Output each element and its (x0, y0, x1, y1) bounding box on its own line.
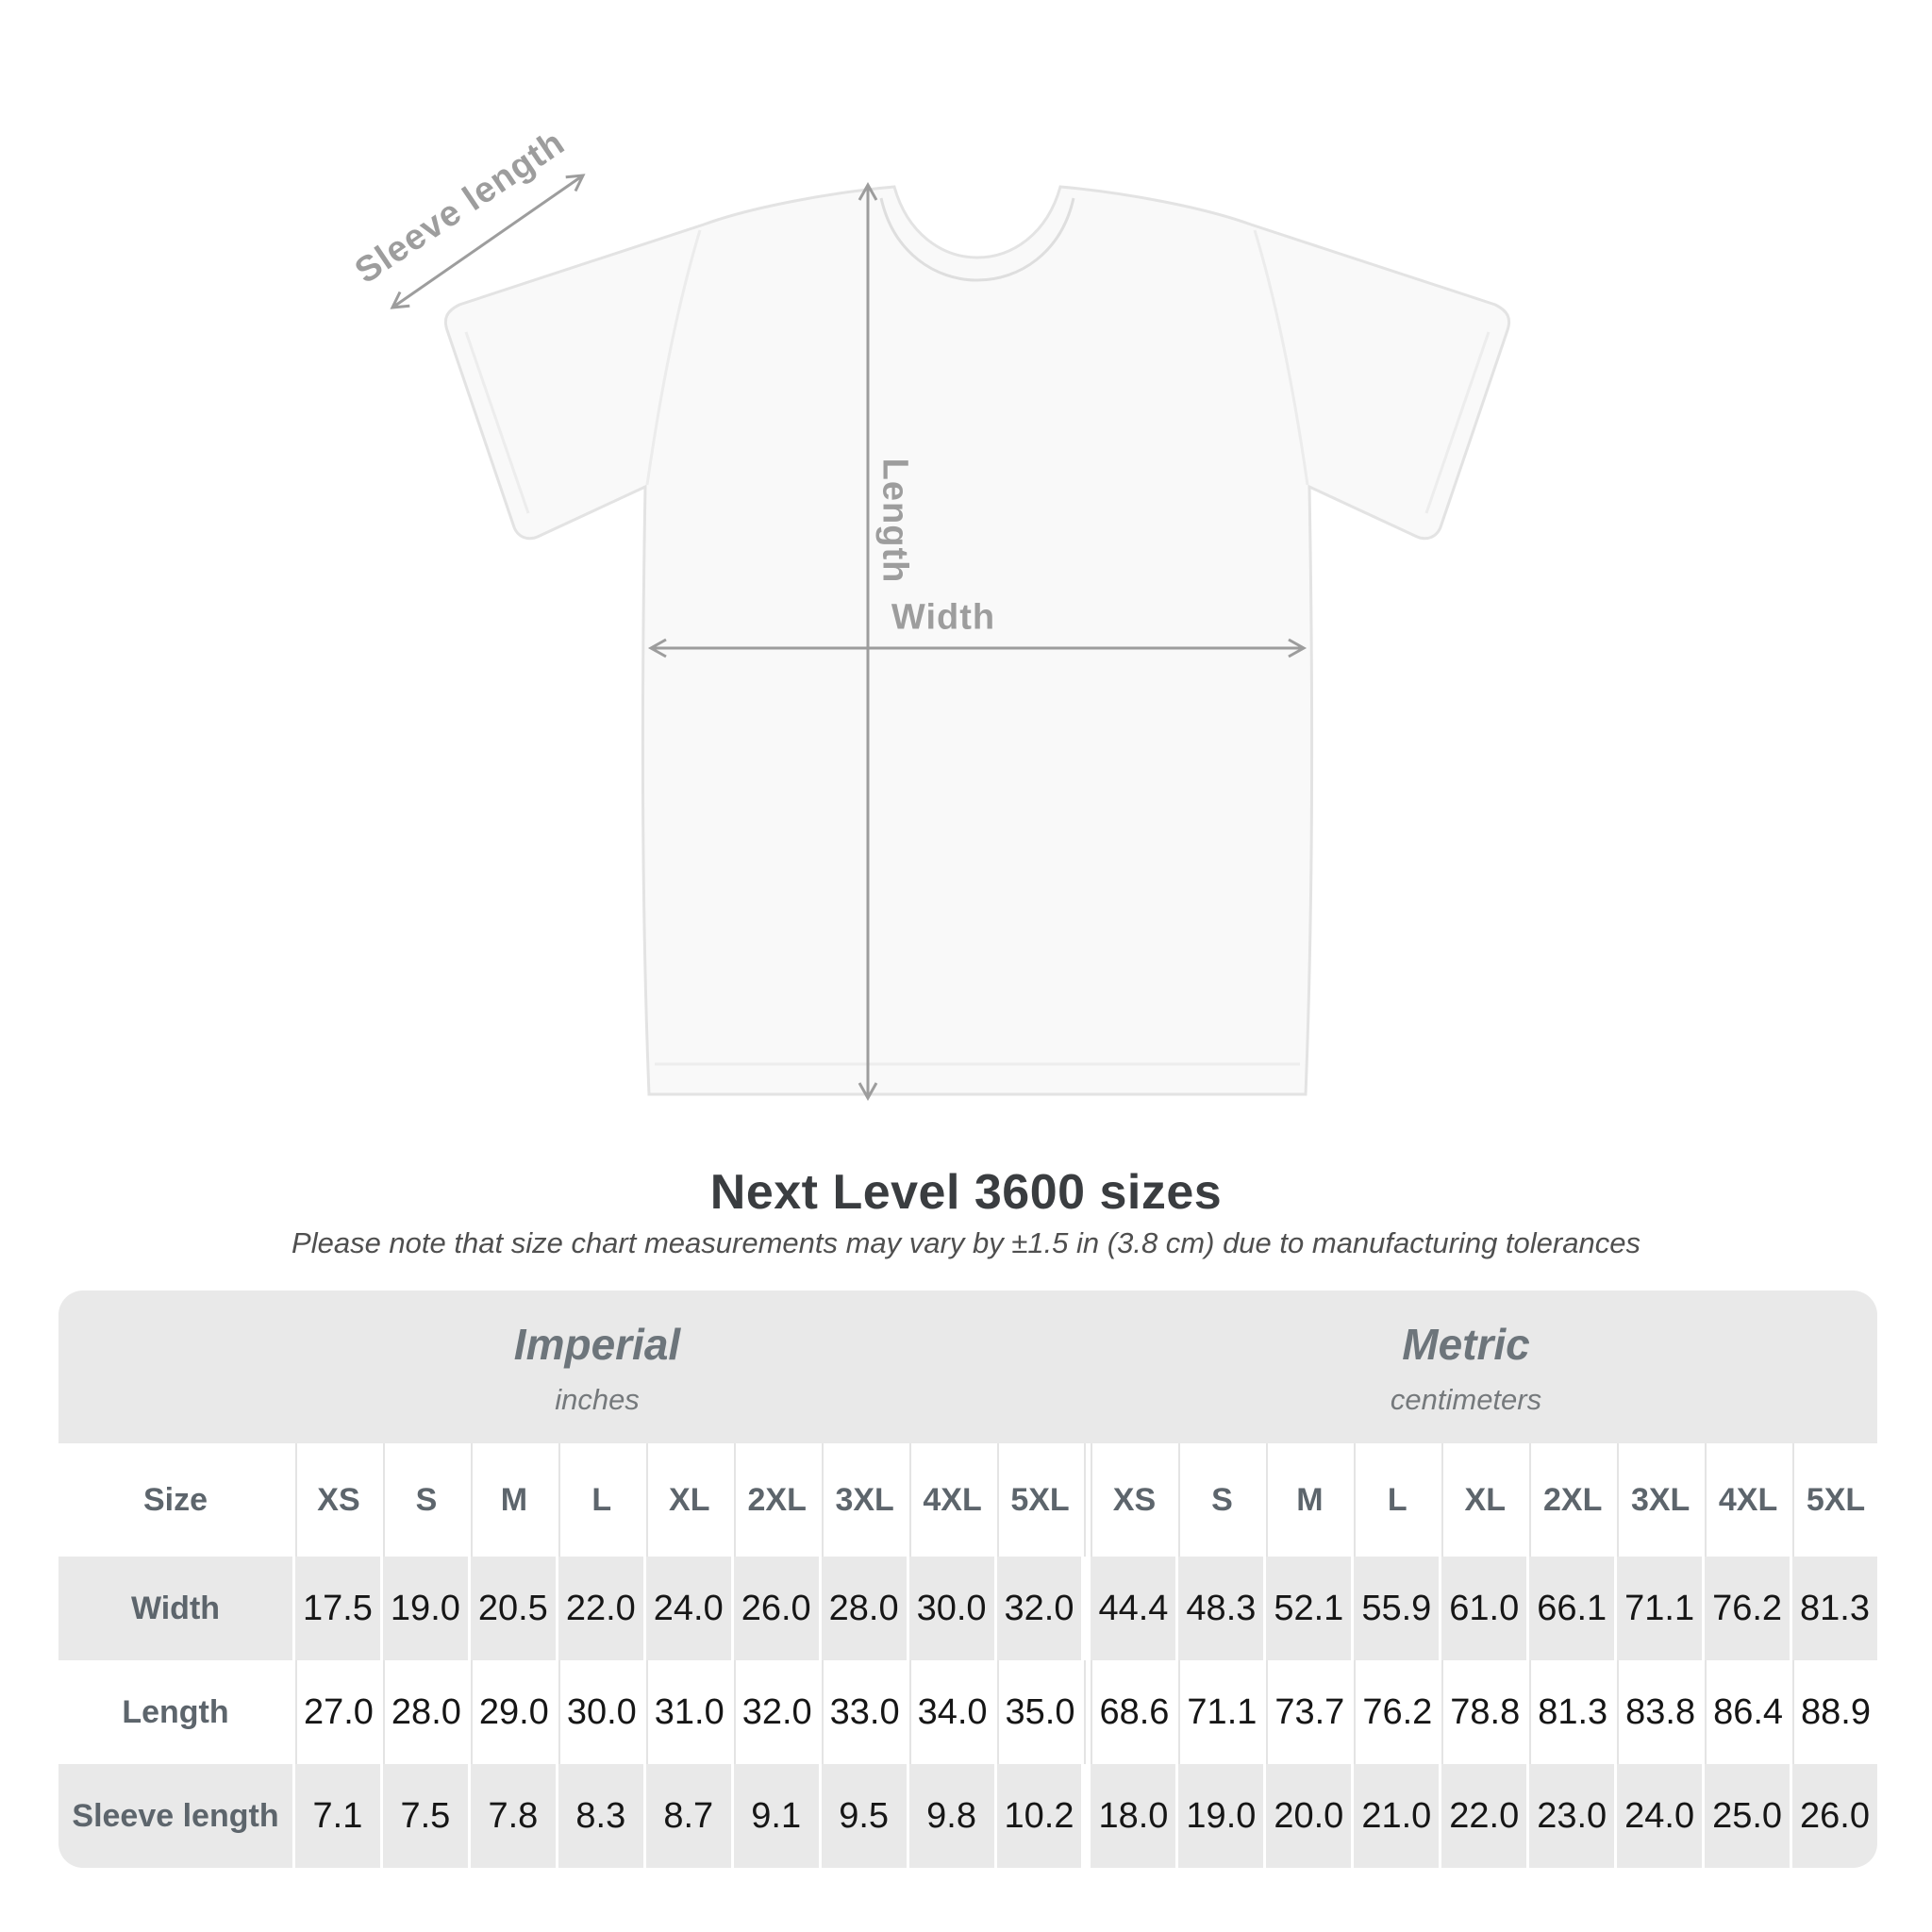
page-title: Next Level 3600 sizes (709, 1165, 1223, 1220)
size-header-cell: 5XL (1792, 1443, 1877, 1557)
size-header-cell: 2XL (734, 1443, 819, 1557)
width-value-cell: 52.1 (1266, 1557, 1351, 1660)
size-header-cell: 3XL (822, 1443, 907, 1557)
width-value-cell: 24.0 (646, 1557, 731, 1660)
sleeve-value-cell: 9.5 (822, 1764, 907, 1868)
sleeve-value-cell: 24.0 (1617, 1764, 1702, 1868)
imperial-metric-divider (1084, 1660, 1088, 1764)
sleeve-value-cell: 8.3 (558, 1764, 643, 1868)
length-value-cell: 31.0 (646, 1660, 731, 1764)
sleeve-value-cell: 26.0 (1792, 1764, 1877, 1868)
sleeve-value-cell: 25.0 (1705, 1764, 1790, 1868)
length-value-cell: 28.0 (383, 1660, 468, 1764)
size-header-cell: XL (646, 1443, 731, 1557)
size-grid (58, 1443, 1877, 1868)
size-header-cell: XS (1091, 1443, 1175, 1557)
length-value-cell: 78.8 (1441, 1660, 1526, 1764)
imperial-unit: inches (555, 1383, 640, 1416)
width-label: Width (891, 597, 996, 638)
imperial-metric-divider (1084, 1443, 1088, 1557)
metric-title: Metric (1402, 1320, 1530, 1369)
sleeve-value-cell: 22.0 (1441, 1764, 1526, 1868)
size-header-cell: 2XL (1529, 1443, 1614, 1557)
sleeve-value-cell: 9.8 (909, 1764, 994, 1868)
length-value-cell: 73.7 (1266, 1660, 1351, 1764)
size-header-cell: L (558, 1443, 643, 1557)
size-header-cell: L (1354, 1443, 1439, 1557)
width-value-cell: 66.1 (1529, 1557, 1614, 1660)
length-value-cell: 76.2 (1354, 1660, 1439, 1764)
sleeve-value-cell: 20.0 (1266, 1764, 1351, 1868)
length-value-cell: 30.0 (558, 1660, 643, 1764)
imperial-metric-divider (1084, 1764, 1088, 1868)
sleeve-value-cell: 8.7 (646, 1764, 731, 1868)
size-header-cell: XS (295, 1443, 380, 1557)
imperial-title: Imperial (513, 1320, 681, 1369)
width-value-cell: 48.3 (1178, 1557, 1263, 1660)
sleeve-value-cell: 19.0 (1178, 1764, 1263, 1868)
width-value-cell: 61.0 (1441, 1557, 1526, 1660)
width-value-cell: 32.0 (997, 1557, 1082, 1660)
length-value-cell: 83.8 (1617, 1660, 1702, 1764)
sleeve-row-label: Sleeve length (58, 1764, 292, 1868)
size-header-cell: M (1266, 1443, 1351, 1557)
sleeve-value-cell: 21.0 (1354, 1764, 1439, 1868)
size-table (58, 1291, 1877, 1868)
width-value-cell: 22.0 (558, 1557, 643, 1660)
unit-section-imperial (514, 1291, 680, 1417)
tolerance-note: Please note that size chart measurements may vary by ±1.5 in (3.8 cm) due to manufacturing tolerances (291, 1226, 1641, 1259)
width-value-cell: 55.9 (1354, 1557, 1439, 1660)
size-header-cell: 5XL (997, 1443, 1082, 1557)
width-value-cell: 20.5 (471, 1557, 556, 1660)
width-row-label: Width (58, 1557, 292, 1660)
size-header-cell: M (471, 1443, 556, 1557)
sleeve-value-cell: 9.1 (734, 1764, 819, 1868)
length-value-cell: 34.0 (909, 1660, 994, 1764)
size-header-cell: 4XL (909, 1443, 994, 1557)
length-label: Length (874, 458, 915, 584)
tshirt-shape (445, 187, 1508, 1094)
length-value-cell: 81.3 (1529, 1660, 1614, 1764)
width-value-cell: 76.2 (1705, 1557, 1790, 1660)
sleeve-value-cell: 23.0 (1529, 1764, 1614, 1868)
width-value-cell: 81.3 (1792, 1557, 1877, 1660)
sleeve-length-label: Sleeve length (348, 123, 573, 292)
size-header-cell: XL (1441, 1443, 1526, 1557)
sleeve-value-cell: 7.8 (471, 1764, 556, 1868)
size-header-cell: 3XL (1617, 1443, 1702, 1557)
length-value-cell: 86.4 (1705, 1660, 1790, 1764)
width-value-cell: 17.5 (295, 1557, 380, 1660)
length-value-cell: 88.9 (1792, 1660, 1877, 1764)
size-row-label: Size (58, 1443, 292, 1557)
imperial-metric-divider (1084, 1557, 1088, 1660)
sleeve-value-cell: 10.2 (997, 1764, 1082, 1868)
width-value-cell: 26.0 (734, 1557, 819, 1660)
sleeve-value-cell: 7.1 (295, 1764, 380, 1868)
unit-section-metric (1391, 1291, 1541, 1417)
length-value-cell: 71.1 (1178, 1660, 1263, 1764)
width-value-cell: 30.0 (909, 1557, 994, 1660)
width-value-cell: 28.0 (822, 1557, 907, 1660)
width-value-cell: 71.1 (1617, 1557, 1702, 1660)
sleeve-value-cell: 18.0 (1091, 1764, 1175, 1868)
metric-unit: centimeters (1390, 1383, 1542, 1416)
length-value-cell: 68.6 (1091, 1660, 1175, 1764)
length-value-cell: 35.0 (997, 1660, 1082, 1764)
unit-header-band (58, 1291, 1877, 1443)
length-value-cell: 27.0 (295, 1660, 380, 1764)
size-header-cell: 4XL (1705, 1443, 1790, 1557)
length-value-cell: 33.0 (822, 1660, 907, 1764)
size-header-cell: S (1178, 1443, 1263, 1557)
width-value-cell: 19.0 (383, 1557, 468, 1660)
size-header-cell: S (383, 1443, 468, 1557)
width-value-cell: 44.4 (1091, 1557, 1175, 1660)
length-value-cell: 32.0 (734, 1660, 819, 1764)
length-row-label: Length (58, 1660, 292, 1764)
length-value-cell: 29.0 (471, 1660, 556, 1764)
sleeve-value-cell: 7.5 (383, 1764, 468, 1868)
